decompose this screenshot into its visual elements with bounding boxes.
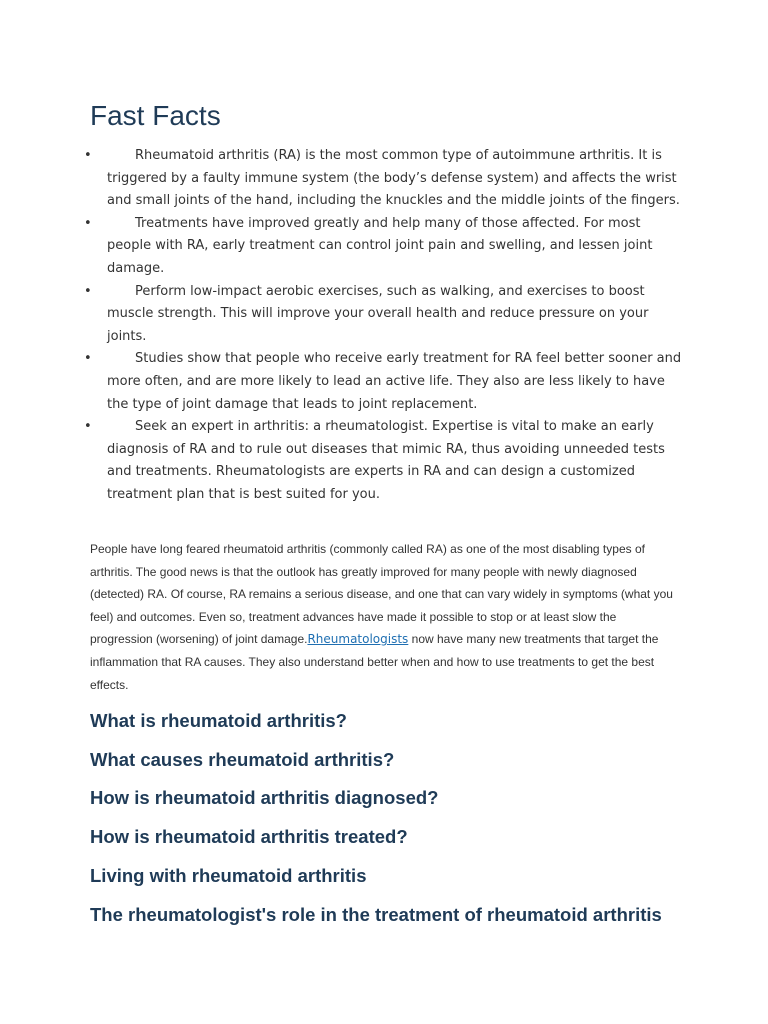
list-item — [84, 145, 684, 213]
bullet-icon: • — [84, 351, 92, 367]
section-heading-what-is-ra[interactable]: What is rheumatoid arthritis? — [90, 710, 347, 731]
bullet-icon: • — [84, 148, 92, 163]
intro-paragraph — [90, 538, 682, 696]
fast-facts-list — [84, 145, 684, 507]
list-item — [84, 416, 684, 506]
section-headings — [90, 702, 662, 934]
fact-text: Perform low-impact aerobic exercises, such as walking, and exercises to boost muscle strength. This will improve your overall health and reduce pressure on your joints. — [107, 283, 649, 344]
fact-text: Studies show that people who receive early treatment for RA feel better sooner and more often, and are more likely to lead an active life. They also are less likely to have the type of joint damage that leads to joint replacement. — [107, 351, 682, 412]
section-heading-diagnosis[interactable]: How is rheumatoid arthritis diagnosed? — [90, 787, 439, 809]
list-item — [84, 281, 684, 349]
fact-text: Seek an expert in arthritis: a rheumatologist. Expertise is vital to make an early diagnosis of RA and to rule out diseases that mimic RA, thus avoiding unneeded tests and treatments. Rheumatologists are experts in RA and can design a customized treatment plan that is best suited for you. — [107, 419, 665, 502]
section-heading-causes[interactable]: What causes rheumatoid arthritis? — [90, 748, 395, 770]
bullet-icon: • — [84, 215, 92, 231]
section-heading-treatment[interactable]: How is rheumatoid arthritis treated? — [90, 826, 408, 848]
intro-text: People have long feared rheumatoid arthritis (commonly called RA) as one of the most disabling types of arthritis. The good news is that the outlook has greatly improved for many people with newly diagnosed (detected) RA. Of course, RA remains a serious disease, and one that can vary widely in symptoms (what you feel) and outcomes. Even so, treatment advances have made it possible to stop or at least slow the progression (worsening) of joint damage. — [90, 542, 673, 647]
fact-text: Rheumatoid arthritis (RA) is the most common type of autoimmune arthritis. It is triggered by a faulty immune system (the body’s defense system) and affects the wrist and small joints of the hand, including the knuckles and the middle joints of the fingers. — [107, 148, 680, 209]
fact-text: Treatments have improved greatly and help many of those affected. For most people with RA, early treatment can control joint pain and swelling, and lessen joint damage. — [107, 215, 653, 276]
bullet-icon: • — [84, 283, 92, 299]
page-title: Fast Facts — [90, 100, 221, 131]
section-heading-living-with-ra[interactable]: Living with rheumatoid arthritis — [90, 864, 367, 886]
bullet-icon: • — [84, 419, 92, 435]
rheumatologists-link[interactable]: Rheumatologists — [307, 632, 409, 647]
intro-text-continued: now have many new treatments that target the inflammation that RA causes. They also understand better when and how to use treatments to get the best effects. — [90, 632, 659, 692]
list-item — [84, 213, 684, 281]
list-item — [84, 348, 684, 416]
section-heading-rheumatologist-role[interactable]: The rheumatologist's role in the treatment of rheumatoid arthritis — [90, 903, 662, 925]
